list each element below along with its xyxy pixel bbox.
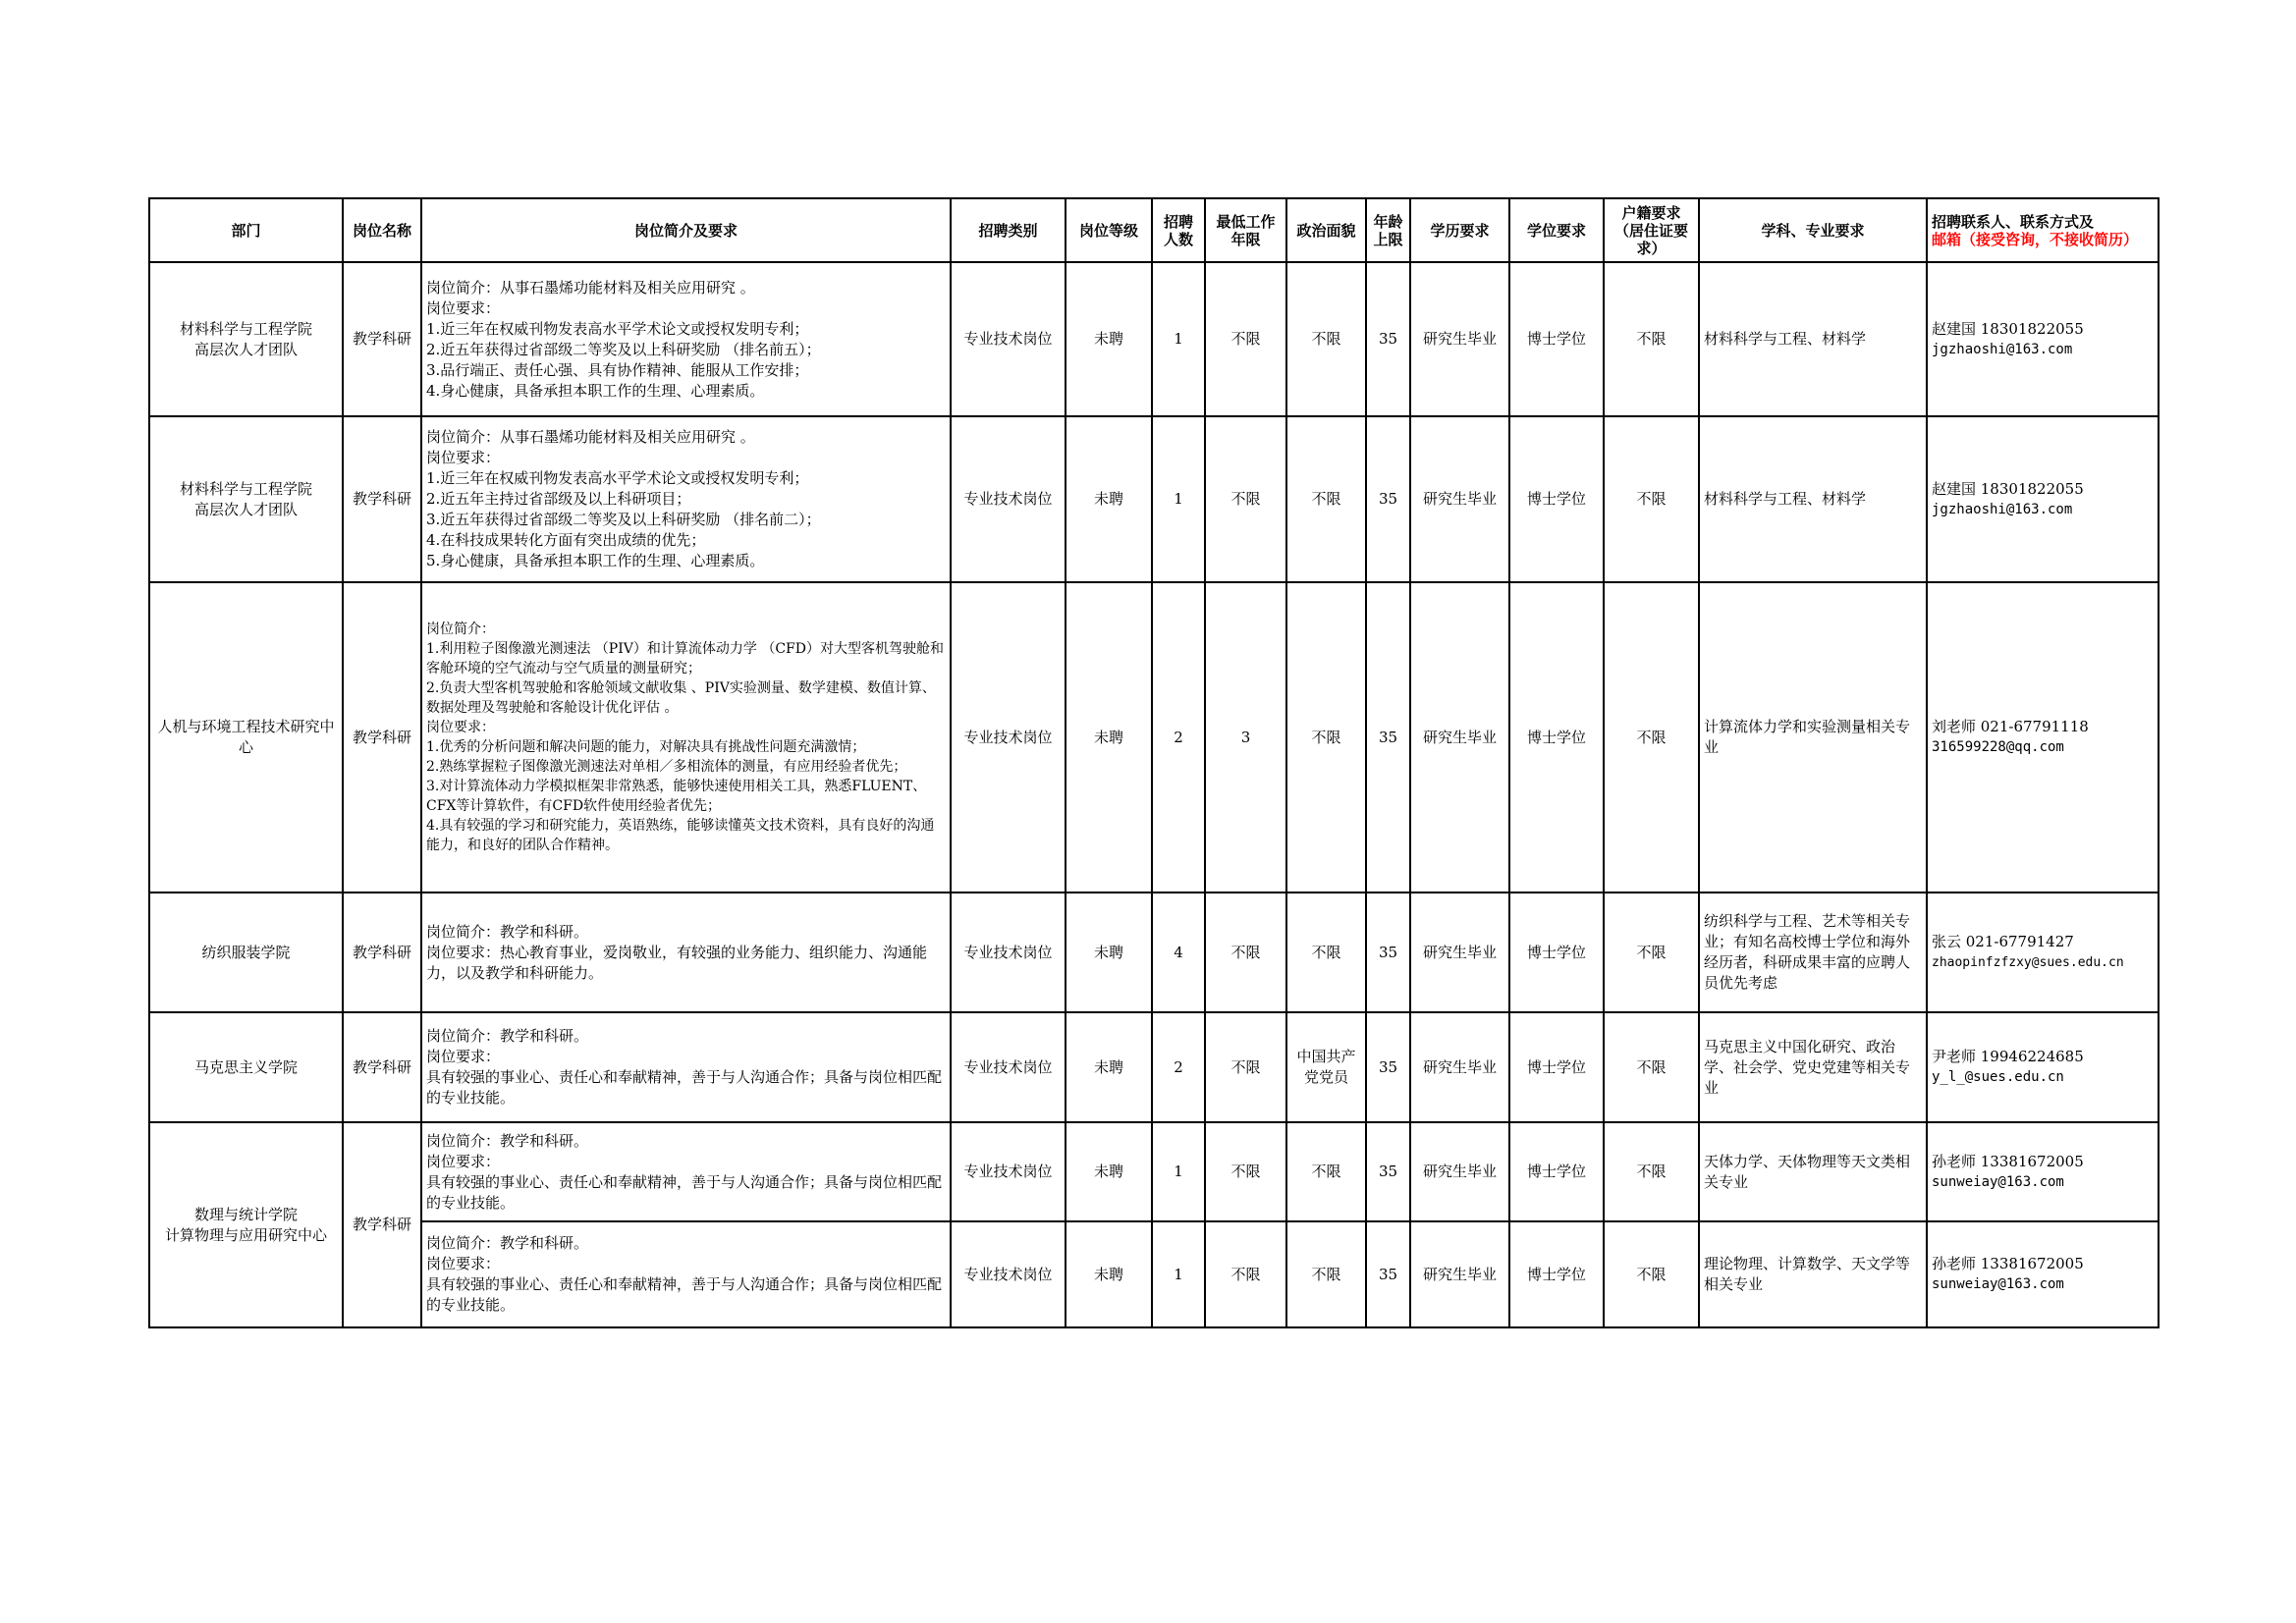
major-cell: 理论物理、计算数学、天文学等相关专业 xyxy=(1699,1221,1927,1327)
politics-cell: 不限 xyxy=(1286,416,1366,582)
table-row xyxy=(149,1012,2159,1122)
education-cell: 研究生毕业 xyxy=(1410,1012,1509,1122)
hukou-cell: 不限 xyxy=(1604,1122,1699,1221)
count-cell: 1 xyxy=(1152,1122,1205,1221)
major-cell: 材料科学与工程、材料学 xyxy=(1699,262,1927,416)
dept-cell: 马克思主义学院 xyxy=(149,1012,343,1122)
politics-cell: 不限 xyxy=(1286,1122,1366,1221)
age-cell: 35 xyxy=(1366,262,1410,416)
desc-cell: 岗位简介：教学和科研。 岗位要求： 具有较强的事业心、责任心和奉献精神，善于与人沟通合作；具备与岗位相匹配的专业技能。 xyxy=(421,1122,951,1221)
contact-cell xyxy=(1927,893,2159,1012)
table-row xyxy=(149,1221,2159,1327)
level-cell: 未聘 xyxy=(1066,1012,1152,1122)
contact-name: 孙老师 13381672005 xyxy=(1932,1255,2084,1272)
count-cell: 1 xyxy=(1152,262,1205,416)
age-cell: 35 xyxy=(1366,1012,1410,1122)
contact-cell xyxy=(1927,582,2159,893)
contact-email: sunweiay@163.com xyxy=(1932,1173,2064,1190)
header-row xyxy=(149,198,2159,262)
age-cell: 35 xyxy=(1366,582,1410,893)
category-cell: 专业技术岗位 xyxy=(951,1221,1066,1327)
count-cell: 1 xyxy=(1152,1221,1205,1327)
major-cell: 天体力学、天体物理等天文类相关专业 xyxy=(1699,1122,1927,1221)
work-years-cell: 不限 xyxy=(1205,416,1286,582)
hukou-cell: 不限 xyxy=(1604,1012,1699,1122)
post-cell: 教学科研 xyxy=(343,582,421,893)
contact-cell xyxy=(1927,262,2159,416)
table-row xyxy=(149,582,2159,893)
degree-cell: 博士学位 xyxy=(1509,893,1604,1012)
table-row xyxy=(149,893,2159,1012)
recruitment-table xyxy=(148,197,2159,1328)
level-cell: 未聘 xyxy=(1066,416,1152,582)
header-contact-line1: 招聘联系人、联系方式及 xyxy=(1932,212,2095,231)
contact-email: 316599228@qq.com xyxy=(1932,739,2064,755)
contact-email: zhaopinfzfzxy@sues.edu.cn xyxy=(1932,955,2124,970)
contact-email: jgzhaoshi@163.com xyxy=(1932,501,2073,517)
age-cell: 35 xyxy=(1366,1221,1410,1327)
category-cell: 专业技术岗位 xyxy=(951,1012,1066,1122)
work-years-cell: 不限 xyxy=(1205,1122,1286,1221)
desc-cell: 岗位简介：从事石墨烯功能材料及相关应用研究 。 岗位要求： 1.近三年在权威刊物发表高水平学术论文或授权发明专利； 2.近五年获得过省部级二等奖及以上科研奖励 （排名前五）； 3.品行端正、责任心强、具有协作精神、能服从工作安排； 4.身心健康，具备承担本职工作的生理、心理素质。 xyxy=(421,262,951,416)
age-cell: 35 xyxy=(1366,1122,1410,1221)
level-cell: 未聘 xyxy=(1066,893,1152,1012)
header-count: 招聘人数 xyxy=(1152,198,1205,262)
header-category: 招聘类别 xyxy=(951,198,1066,262)
level-cell: 未聘 xyxy=(1066,582,1152,893)
contact-cell xyxy=(1927,1122,2159,1221)
header-desc: 岗位简介及要求 xyxy=(421,198,951,262)
age-cell: 35 xyxy=(1366,416,1410,582)
contact-cell xyxy=(1927,1012,2159,1122)
education-cell: 研究生毕业 xyxy=(1410,416,1509,582)
count-cell: 2 xyxy=(1152,582,1205,893)
education-cell: 研究生毕业 xyxy=(1410,262,1509,416)
major-cell: 计算流体力学和实验测量相关专业 xyxy=(1699,582,1927,893)
politics-cell: 不限 xyxy=(1286,582,1366,893)
table-row xyxy=(149,416,2159,582)
degree-cell: 博士学位 xyxy=(1509,1122,1604,1221)
header-education: 学历要求 xyxy=(1410,198,1509,262)
contact-name: 尹老师 19946224685 xyxy=(1932,1048,2084,1065)
contact-name: 张云 021-67791427 xyxy=(1932,933,2074,950)
contact-cell xyxy=(1927,1221,2159,1327)
header-post: 岗位名称 xyxy=(343,198,421,262)
category-cell: 专业技术岗位 xyxy=(951,893,1066,1012)
contact-name: 赵建国 18301822055 xyxy=(1932,479,2084,498)
hukou-cell: 不限 xyxy=(1604,582,1699,893)
count-cell: 4 xyxy=(1152,893,1205,1012)
desc-cell: 岗位简介：从事石墨烯功能材料及相关应用研究 。 岗位要求： 1.近三年在权威刊物发表高水平学术论文或授权发明专利； 2.近五年主持过省部级及以上科研项目； 3.近五年获得过省部级二等奖及以上科研奖励 （排名前二）； 4.在科技成果转化方面有突出成绩的优先； 5.身心健康，具备承担本职工作的生理、心理素质。 xyxy=(421,416,951,582)
count-cell: 2 xyxy=(1152,1012,1205,1122)
category-cell: 专业技术岗位 xyxy=(951,582,1066,893)
contact-email: y_l_@sues.edu.cn xyxy=(1932,1069,2064,1085)
politics-cell: 不限 xyxy=(1286,262,1366,416)
header-age: 年龄上限 xyxy=(1366,198,1410,262)
dept-cell: 材料科学与工程学院 高层次人才团队 xyxy=(149,262,343,416)
post-cell: 教学科研 xyxy=(343,1012,421,1122)
header-degree: 学位要求 xyxy=(1509,198,1604,262)
header-major: 学科、专业要求 xyxy=(1699,198,1927,262)
dept-cell: 人机与环境工程技术研究中心 xyxy=(149,582,343,893)
major-cell: 纺织科学与工程、艺术等相关专业；有知名高校博士学位和海外经历者，科研成果丰富的应聘人员优先考虑 xyxy=(1699,893,1927,1012)
header-work-years: 最低工作年限 xyxy=(1205,198,1286,262)
post-cell: 教学科研 xyxy=(343,1122,421,1327)
desc-cell: 岗位简介：教学和科研。 岗位要求： 具有较强的事业心、责任心和奉献精神，善于与人沟通合作；具备与岗位相匹配的专业技能。 xyxy=(421,1221,951,1327)
hukou-cell: 不限 xyxy=(1604,416,1699,582)
dept-cell: 材料科学与工程学院 高层次人才团队 xyxy=(149,416,343,582)
level-cell: 未聘 xyxy=(1066,1221,1152,1327)
level-cell: 未聘 xyxy=(1066,1122,1152,1221)
category-cell: 专业技术岗位 xyxy=(951,262,1066,416)
major-cell: 材料科学与工程、材料学 xyxy=(1699,416,1927,582)
age-cell: 35 xyxy=(1366,893,1410,1012)
education-cell: 研究生毕业 xyxy=(1410,893,1509,1012)
degree-cell: 博士学位 xyxy=(1509,582,1604,893)
degree-cell: 博士学位 xyxy=(1509,416,1604,582)
header-hukou: 户籍要求（居住证要求） xyxy=(1604,198,1699,262)
degree-cell: 博士学位 xyxy=(1509,262,1604,416)
work-years-cell: 不限 xyxy=(1205,1012,1286,1122)
politics-cell: 不限 xyxy=(1286,893,1366,1012)
post-cell: 教学科研 xyxy=(343,416,421,582)
post-cell: 教学科研 xyxy=(343,893,421,1012)
contact-name: 赵建国 18301822055 xyxy=(1932,319,2084,338)
education-cell: 研究生毕业 xyxy=(1410,1122,1509,1221)
politics-cell: 不限 xyxy=(1286,1221,1366,1327)
category-cell: 专业技术岗位 xyxy=(951,416,1066,582)
dept-cell: 数理与统计学院 计算物理与应用研究中心 xyxy=(149,1122,343,1327)
table-row xyxy=(149,1122,2159,1221)
work-years-cell: 不限 xyxy=(1205,262,1286,416)
desc-cell: 岗位简介： 1.利用粒子图像激光测速法 （PIV）和计算流体动力学 （CFD）对大型客机驾驶舱和客舱环境的空气流动与空气质量的测量研究； 2.负责大型客机驾驶舱和客舱领域文献收集 、PIV实验测量、数学建模、数值计算、数据处理及驾驶舱和客舱设计优化评估 。 岗位要求： 1.优秀的分析问题和解决问题的能力，对解决具有挑战性问题充满激情； 2.熟练掌握粒子图像激光测速法对单相／多相流体的测量，有应用经验者优先； 3.对计算流体动力学模拟框架非常熟悉，能够快速使用相关工具，熟悉FLUENT、CFX等计算软件，有CFD软件使用经验者优先； 4.具有较强的学习和研究能力，英语熟练，能够读懂英文技术资料，具有良好的沟通能力，和良好的团队合作精神。 xyxy=(421,582,951,893)
hukou-cell: 不限 xyxy=(1604,893,1699,1012)
contact-cell xyxy=(1927,416,2159,582)
header-contact-line2: 邮箱（接受咨询，不接收简历） xyxy=(1932,230,2139,248)
degree-cell: 博士学位 xyxy=(1509,1221,1604,1327)
hukou-cell: 不限 xyxy=(1604,1221,1699,1327)
degree-cell: 博士学位 xyxy=(1509,1012,1604,1122)
major-cell: 马克思主义中国化研究、政治学、社会学、党史党建等相关专业 xyxy=(1699,1012,1927,1122)
education-cell: 研究生毕业 xyxy=(1410,582,1509,893)
header-level: 岗位等级 xyxy=(1066,198,1152,262)
contact-email: sunweiay@163.com xyxy=(1932,1276,2064,1292)
work-years-cell: 不限 xyxy=(1205,1221,1286,1327)
category-cell: 专业技术岗位 xyxy=(951,1122,1066,1221)
politics-cell: 中国共产党党员 xyxy=(1286,1012,1366,1122)
work-years-cell: 3 xyxy=(1205,582,1286,893)
education-cell: 研究生毕业 xyxy=(1410,1221,1509,1327)
level-cell: 未聘 xyxy=(1066,262,1152,416)
table-row xyxy=(149,262,2159,416)
contact-name: 孙老师 13381672005 xyxy=(1932,1152,2084,1170)
desc-cell: 岗位简介：教学和科研。 岗位要求：热心教育事业，爱岗敬业，有较强的业务能力、组织能力、沟通能力，以及教学和科研能力。 xyxy=(421,893,951,1012)
header-politics: 政治面貌 xyxy=(1286,198,1366,262)
count-cell: 1 xyxy=(1152,416,1205,582)
contact-email: jgzhaoshi@163.com xyxy=(1932,341,2073,357)
contact-name: 刘老师 021-67791118 xyxy=(1932,718,2089,735)
header-dept: 部门 xyxy=(149,198,343,262)
desc-cell: 岗位简介：教学和科研。 岗位要求： 具有较强的事业心、责任心和奉献精神，善于与人沟通合作；具备与岗位相匹配的专业技能。 xyxy=(421,1012,951,1122)
header-contact xyxy=(1927,198,2159,262)
work-years-cell: 不限 xyxy=(1205,893,1286,1012)
hukou-cell: 不限 xyxy=(1604,262,1699,416)
dept-cell: 纺织服装学院 xyxy=(149,893,343,1012)
post-cell: 教学科研 xyxy=(343,262,421,416)
